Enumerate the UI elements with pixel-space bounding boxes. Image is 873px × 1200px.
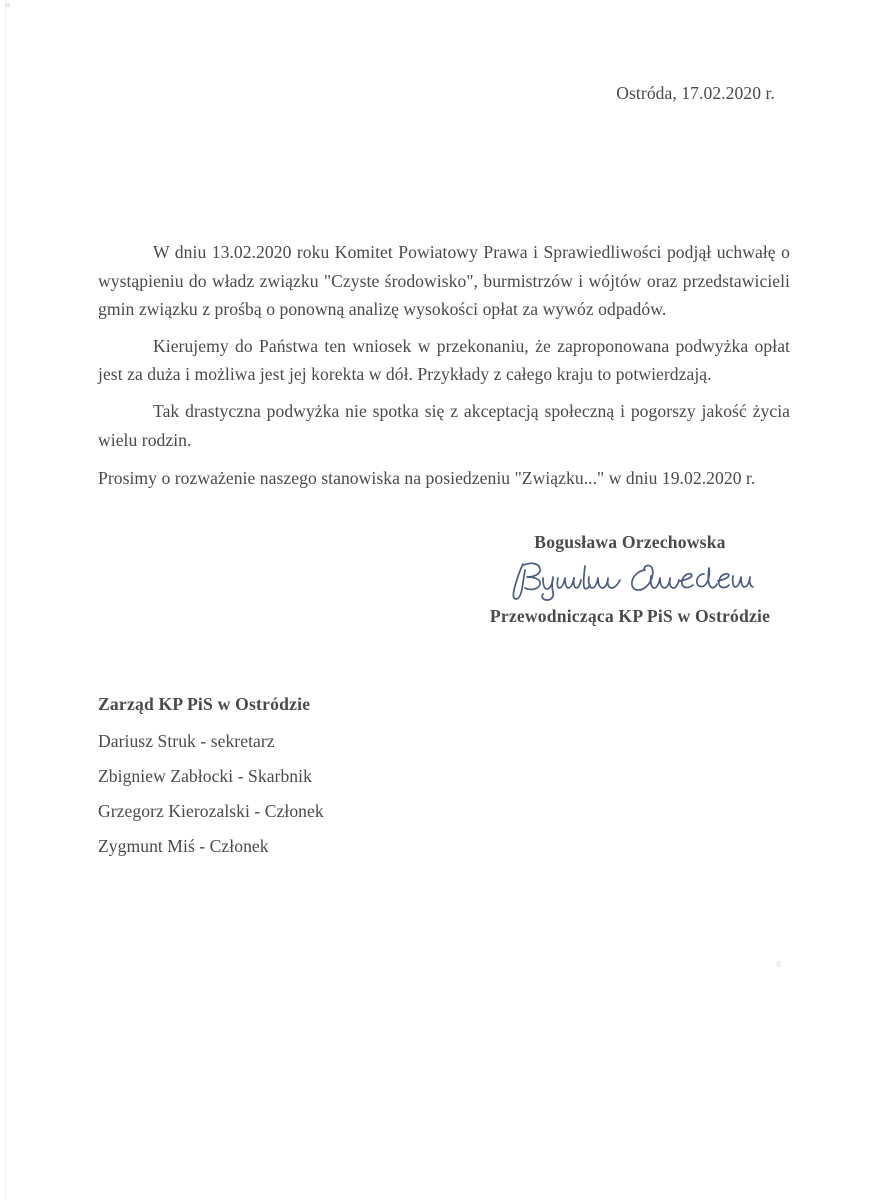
- signatory-name: Bogusława Orzechowska: [534, 532, 726, 552]
- board-block: [98, 694, 598, 869]
- letter-paragraph-4: Prosimy o rozważenie naszego stanowiska na posiedzeniu "Związku..." w dniu 19.02.2020 r.: [98, 468, 756, 489]
- letter-body: [98, 238, 790, 501]
- date-line: Ostróda, 17.02.2020 r.: [616, 83, 775, 103]
- board-member-4: Zygmunt Miś - Członek: [98, 836, 269, 856]
- scan-edge-artifact: [5, 0, 6, 1200]
- board-heading: Zarząd KP PiS w Ostródzie: [98, 694, 311, 714]
- signature-block: [470, 530, 790, 628]
- handwritten-signature-icon: [470, 556, 790, 604]
- board-member-2: Zbigniew Zabłocki - Skarbnik: [98, 766, 312, 786]
- letter-paragraph-1: W dniu 13.02.2020 roku Komitet Powiatowy Prawa i Sprawiedliwości podjął uchwałę o wystąpieniu do władz związku "Czyste środowisko", burmistrzów i wójtów oraz przedstawicieli gmin związku z prośbą o ponowną analizę wysokości opłat za wywóz odpadów.: [98, 242, 790, 320]
- letter-paragraph-3: Tak drastyczna podwyżka nie spotka się z akceptacją społeczną i pogorszy jakość życia wielu rodzin.: [98, 400, 790, 450]
- board-member-3: Grzegorz Kierozalski - Członek: [98, 801, 324, 821]
- scan-speck-artifact-top-left: [6, 3, 10, 7]
- scan-speck-artifact-bottom-right: [776, 961, 781, 967]
- board-member-1: Dariusz Struk - sekretarz: [98, 731, 275, 751]
- letter-paragraph-2: Kierujemy do Państwa ten wniosek w przekonaniu, że zaproponowana podwyżka opłat jest za duża i możliwa jest jej korekta w dół. Przykłady z całego kraju to potwierdzają.: [98, 335, 790, 385]
- signatory-title: Przewodnicząca KP PiS w Ostródzie: [489, 606, 771, 626]
